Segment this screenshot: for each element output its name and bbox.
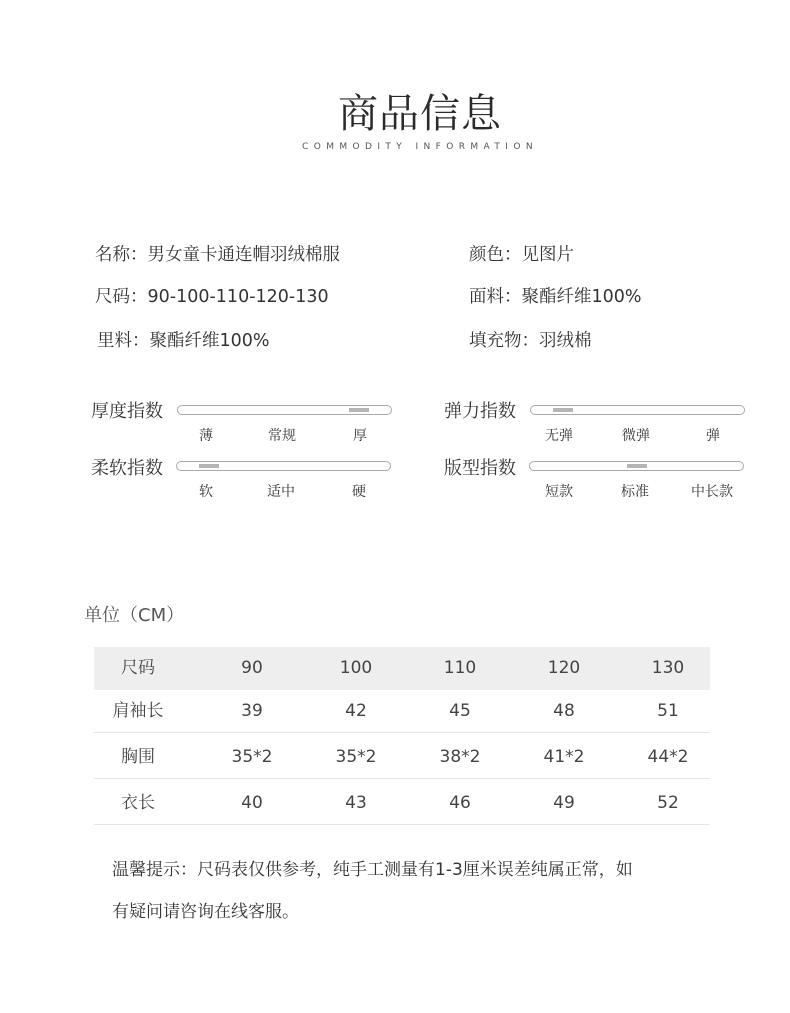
info-lining: 里料：聚酯纤维100%: [97, 331, 270, 351]
fit-index-marker: [627, 464, 647, 468]
page-title: 商品信息: [338, 91, 502, 137]
table-cell: 49: [553, 793, 575, 813]
elasticity-tick-slight: 微弹: [622, 428, 650, 444]
size-table: [94, 647, 710, 828]
table-cell: 44*2: [647, 747, 689, 767]
table-cell: 51: [657, 701, 679, 721]
table-cell: 衣长: [121, 793, 155, 813]
page-subtitle: COMMODITY INFORMATION: [302, 142, 538, 152]
elasticity-tick-elastic: 弹: [706, 428, 720, 444]
table-cell: 40: [241, 793, 263, 813]
elasticity-tick-none: 无弹: [545, 428, 573, 444]
fit-index-label: 版型指数: [444, 458, 516, 479]
thickness-index-track: [177, 405, 392, 415]
table-cell: 43: [345, 793, 367, 813]
softness-tick-medium: 适中: [267, 484, 295, 500]
elasticity-index-marker: [553, 408, 573, 412]
table-cell: 38*2: [439, 747, 481, 767]
thickness-tick-thin: 薄: [199, 428, 213, 444]
table-cell: 35*2: [231, 747, 273, 767]
info-fabric: 面料：聚酯纤维100%: [469, 287, 642, 307]
table-header-cell: 尺码: [121, 658, 155, 678]
softness-tick-soft: 软: [199, 484, 213, 500]
thickness-tick-thick: 厚: [353, 428, 367, 444]
elasticity-index-track: [530, 405, 745, 415]
info-size: 尺码：90-100-110-120-130: [95, 287, 329, 307]
table-cell: 肩袖长: [112, 701, 164, 721]
softness-tick-hard: 硬: [352, 484, 366, 500]
table-cell: 42: [345, 701, 367, 721]
thickness-index-label: 厚度指数: [91, 401, 163, 422]
info-color: 颜色：见图片: [469, 245, 574, 265]
softness-index-track: [176, 461, 391, 471]
table-cell: 46: [449, 793, 471, 813]
thickness-index-marker: [349, 408, 369, 412]
table-header-cell: 90: [241, 658, 263, 678]
elasticity-index-label: 弹力指数: [444, 401, 516, 422]
fit-index-track: [529, 461, 744, 471]
table-cell: 胸围: [121, 747, 155, 767]
note-line-2: 有疑问请咨询在线客服。: [112, 902, 299, 922]
unit-label: 单位（CM）: [84, 605, 185, 626]
table-cell: 48: [553, 701, 575, 721]
table-header-cell: 120: [547, 658, 581, 678]
table-cell: 41*2: [543, 747, 585, 767]
softness-index-marker: [199, 464, 219, 468]
table-header-cell: 130: [651, 658, 685, 678]
softness-index-label: 柔软指数: [91, 458, 163, 479]
thickness-tick-regular: 常规: [268, 428, 296, 444]
fit-tick-standard: 标准: [621, 484, 649, 500]
table-cell: 39: [241, 701, 263, 721]
table-header-cell: 110: [443, 658, 477, 678]
table-row: [94, 782, 710, 825]
table-cell: 35*2: [335, 747, 377, 767]
info-name: 名称：男女童卡通连帽羽绒棉服: [95, 245, 340, 265]
info-filling: 填充物：羽绒棉: [469, 331, 592, 351]
table-header-cell: 100: [339, 658, 373, 678]
table-cell: 52: [657, 793, 679, 813]
table-row: [94, 736, 710, 779]
fit-tick-long: 中长款: [691, 484, 733, 500]
note-line-1: 温馨提示：尺码表仅供参考，纯手工测量有1-3厘米误差纯属正常，如: [112, 860, 633, 880]
table-row: [94, 690, 710, 733]
table-header-row: [94, 647, 710, 690]
table-cell: 45: [449, 701, 471, 721]
fit-tick-short: 短款: [545, 484, 573, 500]
